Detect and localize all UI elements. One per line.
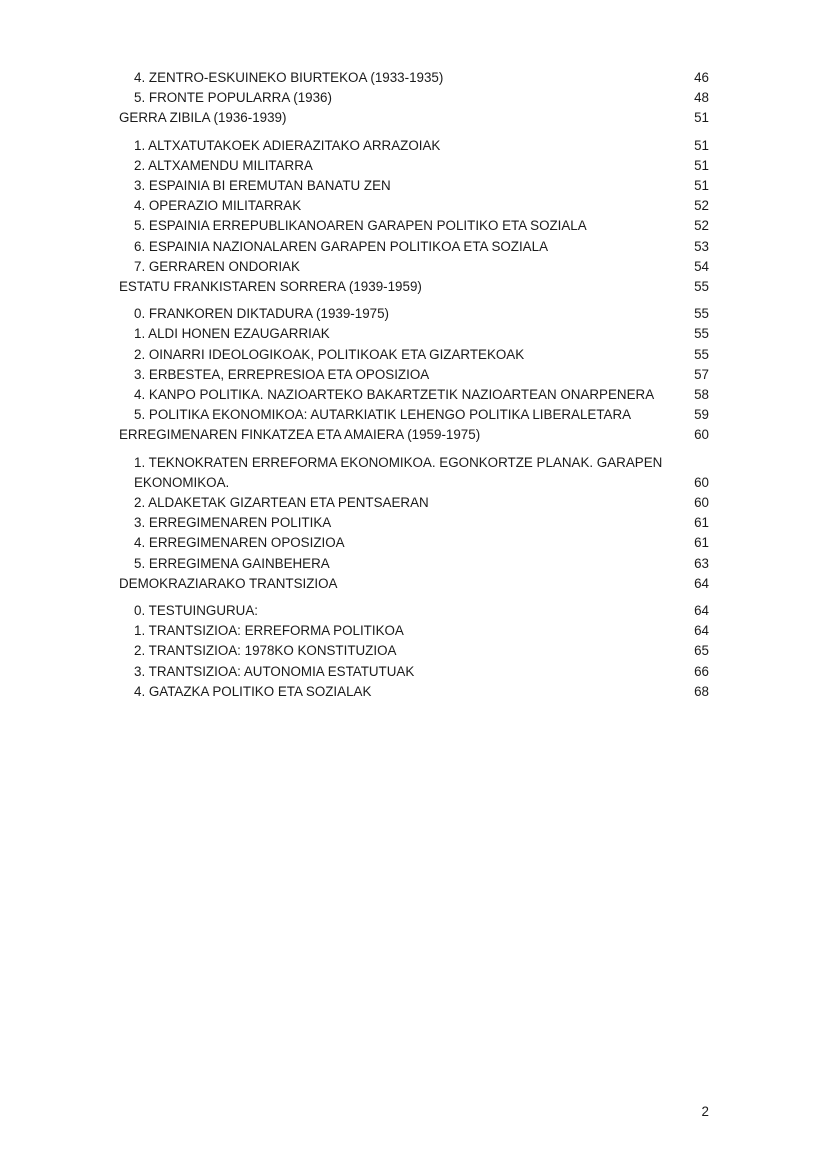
toc-entry-page: 55 <box>694 306 709 322</box>
toc-section-entry[interactable] <box>119 425 709 445</box>
toc-entry[interactable] <box>119 554 709 574</box>
toc-section-page: 55 <box>694 279 709 295</box>
toc-entry[interactable] <box>119 196 709 216</box>
toc-entry[interactable] <box>119 385 709 405</box>
toc-entry[interactable] <box>119 601 709 621</box>
toc-entry[interactable] <box>119 513 709 533</box>
toc-entry-page: 65 <box>694 643 709 659</box>
toc-entry-title: 2. TRANTSIZIOA: 1978KO KONSTITUZIOA <box>134 643 397 659</box>
toc-entry-title-line1: 1. TEKNOKRATEN ERREFORMA EKONOMIKOA. EGONKORTZE PLANAK. GARAPEN <box>134 454 663 470</box>
toc-entry-page: 54 <box>694 258 709 274</box>
table-of-contents <box>119 68 709 702</box>
toc-entry-page: 57 <box>694 366 709 382</box>
toc-section-title: DEMOKRAZIARAKO TRANTSIZIOA <box>119 575 338 591</box>
toc-section-page: 64 <box>694 575 709 591</box>
toc-section-page: 51 <box>694 110 709 126</box>
toc-entry[interactable] <box>119 304 709 324</box>
toc-entry-page: 60 <box>694 474 709 490</box>
toc-entry-title: 4. OPERAZIO MILITARRAK <box>134 198 302 214</box>
toc-entry[interactable] <box>119 68 709 88</box>
toc-entry[interactable] <box>119 365 709 385</box>
toc-entry[interactable] <box>119 621 709 641</box>
toc-entry[interactable] <box>119 641 709 661</box>
toc-entry[interactable] <box>119 493 709 513</box>
toc-entry-title: 1. ALTXATUTAKOEK ADIERAZITAKO ARRAZOIAK <box>134 137 441 153</box>
toc-entry[interactable] <box>119 216 709 236</box>
toc-entry-title: 5. POLITIKA EKONOMIKOA: AUTARKIATIK LEHENGO POLITIKA LIBERALETARA <box>134 407 632 423</box>
toc-entry-page: 51 <box>694 157 709 173</box>
toc-entry-page: 52 <box>694 198 709 214</box>
toc-entry-page: 66 <box>694 663 709 679</box>
toc-entry-page: 60 <box>694 495 709 511</box>
toc-entry-title: 0. FRANKOREN DIKTADURA (1939-1975) <box>134 306 389 322</box>
toc-entry-page: 63 <box>694 555 709 571</box>
toc-entry-page: 64 <box>694 603 709 619</box>
toc-entry-page: 51 <box>694 137 709 153</box>
toc-entry-title: 3. ESPAINIA BI EREMUTAN BANATU ZEN <box>134 178 391 194</box>
toc-entry-title: 7. GERRAREN ONDORIAK <box>134 258 300 274</box>
toc-section-title: GERRA ZIBILA (1936-1939) <box>119 110 287 126</box>
toc-entry[interactable] <box>119 257 709 277</box>
toc-entry-page: 53 <box>694 238 709 254</box>
toc-entry-page: 61 <box>694 515 709 531</box>
toc-entry[interactable] <box>119 533 709 553</box>
toc-entry[interactable] <box>119 88 709 108</box>
toc-entry-title: 5. FRONTE POPULARRA (1936) <box>134 90 332 106</box>
toc-entry-page: 55 <box>694 346 709 362</box>
toc-entry[interactable] <box>119 176 709 196</box>
toc-entry-title-line2: EKONOMIKOA. <box>134 474 230 490</box>
toc-entry-title: 4. ZENTRO-ESKUINEKO BIURTEKOA (1933-1935) <box>134 70 444 85</box>
toc-entry-title: 5. ESPAINIA ERREPUBLIKANOAREN GARAPEN POLITIKO ETA SOZIALA <box>134 218 587 234</box>
toc-section-entry[interactable] <box>119 108 709 128</box>
toc-entry-page: 58 <box>694 387 709 403</box>
toc-entry-page: 61 <box>694 535 709 551</box>
toc-entry-title: 6. ESPAINIA NAZIONALAREN GARAPEN POLITIKOA ETA SOZIALA <box>134 238 548 254</box>
toc-entry-title: 2. ALTXAMENDU MILITARRA <box>134 157 313 173</box>
toc-entry-page: 46 <box>694 70 709 85</box>
toc-entry[interactable] <box>119 156 709 176</box>
toc-entry-page: 48 <box>694 90 709 106</box>
toc-entry[interactable] <box>119 136 709 156</box>
toc-entry[interactable] <box>119 324 709 344</box>
toc-entry-title: 3. ERREGIMENAREN POLITIKA <box>134 515 332 531</box>
toc-section-entry[interactable] <box>119 574 709 594</box>
toc-entry-title: 3. ERBESTEA, ERREPRESIOA ETA OPOSIZIOA <box>134 366 430 382</box>
toc-entry[interactable] <box>119 453 709 493</box>
toc-entry-title: 1. ALDI HONEN EZAUGARRIAK <box>134 326 330 342</box>
toc-entry-title: 1. TRANTSIZIOA: ERREFORMA POLITIKOA <box>134 623 404 639</box>
toc-entry[interactable] <box>119 345 709 365</box>
toc-entry-page: 59 <box>694 407 709 423</box>
toc-entry-title: 4. ERREGIMENAREN OPOSIZIOA <box>134 535 345 551</box>
toc-entry[interactable] <box>119 662 709 682</box>
toc-section-title: ESTATU FRANKISTAREN SORRERA (1939-1959) <box>119 279 422 295</box>
toc-entry[interactable] <box>119 405 709 425</box>
toc-entry-page: 64 <box>694 623 709 639</box>
toc-entry-page: 68 <box>694 683 709 699</box>
toc-entry-page: 51 <box>694 178 709 194</box>
toc-entry-title: 3. TRANTSIZIOA: AUTONOMIA ESTATUTUAK <box>134 663 415 679</box>
toc-section-title: ERREGIMENAREN FINKATZEA ETA AMAIERA (1959-1975) <box>119 427 481 443</box>
toc-entry-title: 4. GATAZKA POLITIKO ETA SOZIALAK <box>134 683 372 699</box>
toc-entry-page: 55 <box>694 326 709 342</box>
toc-entry[interactable] <box>119 682 709 702</box>
toc-section-page: 60 <box>694 427 709 443</box>
toc-entry-title: 5. ERREGIMENA GAINBEHERA <box>134 555 330 571</box>
toc-entry-title: 2. ALDAKETAK GIZARTEAN ETA PENTSAERAN <box>134 495 429 511</box>
toc-entry-title: 4. KANPO POLITIKA. NAZIOARTEKO BAKARTZETIK NAZIOARTEAN ONARPENERA <box>134 387 655 403</box>
toc-entry-title: 2. OINARRI IDEOLOGIKOAK, POLITIKOAK ETA GIZARTEKOAK <box>134 346 525 362</box>
toc-entry-title: 0. TESTUINGURUA: <box>134 603 259 619</box>
toc-section-entry[interactable] <box>119 277 709 297</box>
toc-entry-title <box>119 453 687 493</box>
toc-entry[interactable] <box>119 237 709 257</box>
toc-entry-page: 52 <box>694 218 709 234</box>
page-number: 2 <box>701 1104 709 1119</box>
